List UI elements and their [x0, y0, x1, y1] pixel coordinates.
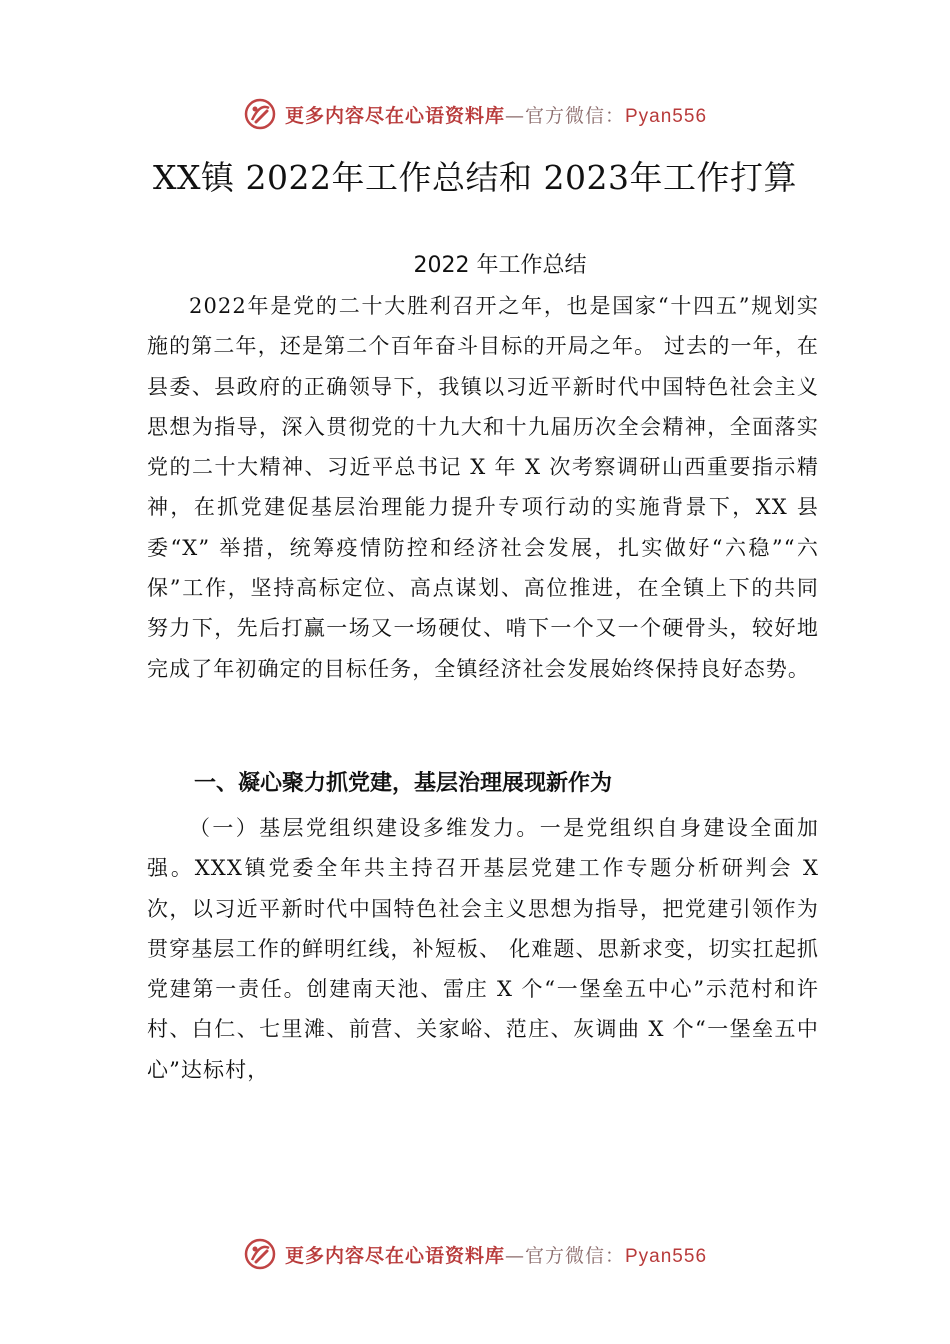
watermark-label: 官方微信：	[524, 104, 625, 127]
watermark-wechat-id: Pyan556	[625, 105, 708, 127]
watermark-text	[285, 101, 707, 128]
party-organization-paragraph: （一）基层党组织建设多维发力。一是党组织自身建设全面加强。XXX镇党委全年共主持召开基层党建工作专题分析研判会 X 次，以习近平新时代中国特色社会主义思想为指导，把党建引领作为贯穿基层工作的鲜明红线，补短板、 化难题、思新求变，切实扛起抓党建第一责任。创建南天池、雷庄 X 个“一堡垒五中心”示范村和许村、白仁、七里滩、前营、关家峪、范庄、灰调曲 X 个“一堡垒五中心”达标村，	[147, 816, 819, 1082]
watermark-text	[285, 1241, 707, 1268]
summary-paragraph: 2022年是党的二十大胜利召开之年，也是国家“十四五”规划实施的第二年，还是第二个百年奋斗目标的开局之年。 过去的一年，在县委、县政府的正确领导下，我镇以习近平新时代中国特色社会主义思想为指导，深入贯彻党的十九大和十九届历次全会精神，全面落实党的二十大精神、习近平总书记 X 年 X 次考察调研山西重要指示精神，在抓党建促基层治理能力提升专项行动的实施背景下，XX 县委“X” 举措，统筹疫情防控和经济社会发展，扎实做好“六稳”“六保”工作，坚持高标定位、高点谋划、高位推进，在全镇上下的共同努力下，先后打赢一场又一场硬仗、啃下一个又一个硬骨头，较好地完成了年初确定的目标任务，全镇经济社会发展始终保持良好态势。	[147, 294, 819, 681]
watermark-wechat-id: Pyan556	[625, 1245, 708, 1267]
footer-watermark	[0, 1234, 950, 1274]
watermark-dash: —	[504, 104, 525, 127]
watermark-brand: 更多内容尽在心语资料库	[284, 104, 505, 127]
watermark-label: 官方微信：	[524, 1244, 625, 1267]
watermark-brand: 更多内容尽在心语资料库	[284, 1244, 505, 1267]
brand-logo-icon	[243, 97, 277, 131]
heading-party-building: 一、凝心聚力抓党建，基层治理展现新作为	[194, 771, 613, 796]
header-watermark	[0, 94, 950, 134]
watermark-dash: —	[504, 1244, 525, 1267]
document-title: XX镇 2022年工作总结和 2023年工作打算	[153, 158, 797, 197]
brand-logo-icon	[243, 1237, 277, 1271]
section-heading: 2022 年工作总结	[413, 253, 587, 278]
